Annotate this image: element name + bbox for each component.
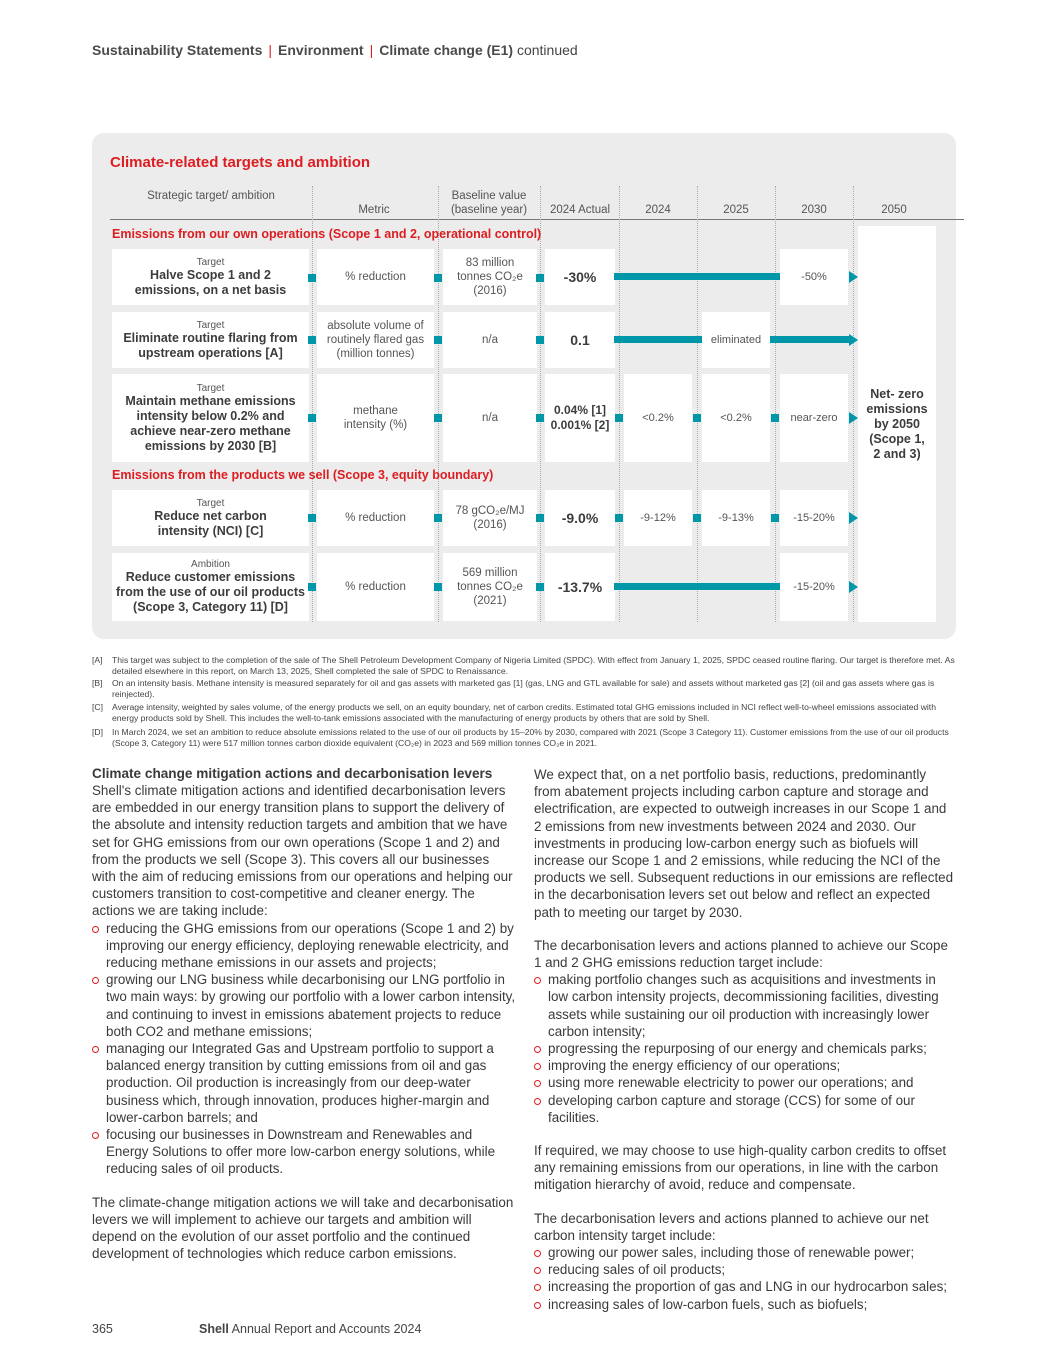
row4-actual-cell <box>545 490 615 546</box>
row4-2030-cell <box>780 490 848 546</box>
row5-progress-bar <box>614 583 780 590</box>
row1-baseline-cell <box>443 249 537 305</box>
netzero-cell <box>858 226 936 622</box>
row5-baseline-cell <box>443 553 537 621</box>
breadcrumb-separator: | <box>268 42 273 58</box>
list-item: managing our Integrated Gas and Upstream portfolio to support a balanced energy transition by cutting emissions from oil and gas production. Oil production is increasingly from our deep-water business which, through innovation, produces higher-margin and lower-carbon barrels; and <box>92 1040 516 1126</box>
row3-2025: <0.2% <box>720 412 752 424</box>
breadcrumb <box>92 42 578 58</box>
row2-actual-cell <box>545 312 615 368</box>
row2-target-cell <box>112 312 309 368</box>
breadcrumb-continued: continued <box>516 42 578 58</box>
row4-baseline-cell <box>443 490 537 546</box>
right-paragraph-4: The decarbonisation levers and actions planned to achieve our net carbon intensity target include: <box>534 1210 929 1243</box>
list-item: increasing sales of low-carbon fuels, such as biofuels; <box>534 1296 956 1313</box>
column-divider <box>619 186 620 622</box>
closing-paragraph: The climate-change mitigation actions we will take and decarbonisation levers we will implement to achieve our targets and ambition will depend on the evolution of our asset portfolio and the continued development of technologies which reduce carbon emissions. <box>92 1194 514 1262</box>
marker-square-icon <box>615 414 623 422</box>
row4-target: Reduce net carbon intensity (NCI) [C] <box>154 508 267 538</box>
marker-square-icon <box>434 274 442 282</box>
header-2030: 2030 <box>801 204 827 216</box>
marker-square-icon <box>536 583 544 591</box>
row1-actual-cell <box>545 249 615 305</box>
list-item: making portfolio changes such as acquisitions and investments in low carbon intensity projects, decommissioning facilities, divesting assets while sustaining our oil production with increasingly lower carbon intensity; <box>534 971 956 1040</box>
nci-levers-list <box>534 1244 956 1313</box>
row4-metric-cell <box>317 490 434 546</box>
netzero-text: Net- zero emissions by 2050 (Scope 1, 2 and 3) <box>866 386 928 461</box>
list-item: focusing our businesses in Downstream and Renewables and Energy Solutions to offer more low-carbon energy solutions, while reducing sales of oil products. <box>92 1126 516 1178</box>
marker-square-icon <box>771 514 779 522</box>
row4-2030: -15-20% <box>793 512 835 524</box>
row3-metric: methane intensity (%) <box>343 405 408 431</box>
marker-square-icon <box>308 414 316 422</box>
marker-square-icon <box>693 414 701 422</box>
row4-actual: -9.0% <box>561 510 599 526</box>
footnote-key: [D] <box>92 727 103 737</box>
row5-baseline: 569 million tonnes CO₂e (2021) <box>457 567 523 607</box>
row5-target-cell <box>112 553 309 621</box>
row3-actual-2: 0.001% [2] <box>550 418 610 432</box>
row3-2024-cell <box>624 374 692 462</box>
footer-report <box>199 1322 421 1336</box>
row2-metric: absolute volume of routinely flared gas (million tonnes) <box>326 320 425 360</box>
header-2024-actual: 2024 Actual <box>549 204 611 216</box>
list-item: increasing the proportion of gas and LNG in our hydrocarbon sales; <box>534 1278 956 1295</box>
right-paragraph-1: We expect that, on a net portfolio basis, reductions, predominantly from abatement projects including carbon capture and storage and electrification, are expected to outweigh increases in our Scope 1 and 2 emissions from new investments between 2024 and 2030. Our investments in producing low-carbon energy such as biofuels will increase our Scope 1 and 2 emissions, while reducing the NCI of the products we sell. Subsequent reductions in our emissions are reflected in the decarbonisation levers set out below and reflect an expected path to meeting our target by 2030. <box>534 767 954 920</box>
marker-square-icon <box>693 514 701 522</box>
marker-square-icon <box>771 414 779 422</box>
footer-brand: Shell <box>199 1322 229 1336</box>
header-2025: 2025 <box>723 204 749 216</box>
list-item: reducing the GHG emissions from our operations (Scope 1 and 2) by improving our energy efficiency, deploying renewable electricity, and reducing methane emissions in our assets and projects; <box>92 920 516 972</box>
row1-actual: -30% <box>563 269 597 285</box>
marker-square-icon <box>308 336 316 344</box>
row1-2030-cell <box>780 249 848 305</box>
row3-target: Maintain methane emissions intensity below 0.2% and achieve near-zero methane emissions by 2030 [B] <box>125 393 296 453</box>
row5-target: Reduce customer emissions from the use of our oil products (Scope 3, Category 11) [D] <box>116 570 305 614</box>
row1-arrow-icon <box>849 271 858 283</box>
row1-baseline: 83 million tonnes CO₂e (2016) <box>457 257 523 297</box>
footnote-text: This target was subject to the completion of the sale of The Shell Petroleum Development Company of Nigeria Limited (SPDC). With effect from January 1, 2025, SPDC ceased routine flaring. Our target is therefore met. As detailed elsewhere in this report, on March 13, 2025, Shell completed the sale of SPDC to Renaissance. <box>112 655 955 676</box>
row3-arrow-icon <box>849 412 858 424</box>
row3-actual: 0.04% [1] <box>553 403 607 417</box>
row3-2030: near-zero <box>790 412 838 424</box>
marker-square-icon <box>308 583 316 591</box>
row4-2024: -9-12% <box>640 512 676 524</box>
row3-2025-cell <box>702 374 770 462</box>
row3-2024: <0.2% <box>642 412 674 424</box>
header-2050: 2050 <box>881 204 907 216</box>
marker-square-icon <box>308 274 316 282</box>
row4-arrow-icon <box>849 512 858 524</box>
marker-square-icon <box>615 514 623 522</box>
footnote-c <box>92 702 956 723</box>
breadcrumb-environment[interactable]: Environment <box>278 42 364 58</box>
row2-arrow-icon <box>849 334 858 346</box>
list-item: progressing the repurposing of our energy and chemicals parks; <box>534 1040 956 1057</box>
row1-progress-bar <box>614 273 780 280</box>
intro-paragraph: Shell's climate mitigation actions and identified decarbonisation levers are embedded in our energy transition plans to support the delivery of the absolute and intensity reduction targets and ambition that we have set for GHG emissions from our own operations (Scope 1 and 2) and from the products we sell (Scope 3). This covers all our businesses with the aim of reducing emissions from our operations and helping our customers transition to cost-competitive and cleaner energy. The actions we are taking include: <box>92 783 513 919</box>
footnote-key: [B] <box>92 678 103 688</box>
panel-title: Climate-related targets and ambition <box>110 154 371 171</box>
marker-square-icon <box>434 583 442 591</box>
row2-actual: 0.1 <box>570 332 590 348</box>
list-item: growing our LNG business while decarbonising our LNG portfolio in two main ways: by growing our portfolio with a lower carbon intensity, and continuing to invest in emissions abatement projects to reduce both CO2 and methane emissions; <box>92 971 516 1040</box>
row4-metric: % reduction <box>345 512 406 524</box>
footnote-b <box>92 678 956 699</box>
row2-progress-bar <box>614 336 702 343</box>
row5-metric: % reduction <box>345 581 406 593</box>
column-divider <box>312 186 313 622</box>
row2-label: Target <box>196 319 225 331</box>
row1-target: Halve Scope 1 and 2 emissions, on a net basis <box>134 267 287 297</box>
header-target: Strategic target/ ambition <box>147 190 275 202</box>
breadcrumb-climate-change[interactable]: Climate change (E1) <box>379 42 514 58</box>
row4-baseline: 78 gCO₂e/MJ (2016) <box>455 505 525 531</box>
left-column <box>92 766 516 1278</box>
row2-baseline: n/a <box>482 334 498 346</box>
row5-2030-cell <box>780 553 848 621</box>
row2-2025-cell <box>702 312 770 368</box>
section-heading: Climate change mitigation actions and decarbonisation levers <box>92 766 493 781</box>
marker-square-icon <box>536 274 544 282</box>
footnote-d <box>92 727 956 748</box>
row1-target-cell <box>112 249 309 305</box>
header-metric: Metric <box>358 204 390 216</box>
header-baseline: Baseline value (baseline year) <box>450 190 528 216</box>
row5-label: Ambition <box>191 559 230 570</box>
list-item: developing carbon capture and storage (CCS) for some of our facilities. <box>534 1092 956 1126</box>
footnote-key: [C] <box>92 702 103 712</box>
marker-square-icon <box>536 514 544 522</box>
list-item: growing our power sales, including those of renewable power; <box>534 1244 956 1261</box>
marker-square-icon <box>536 414 544 422</box>
right-column <box>534 766 956 1313</box>
column-divider <box>775 186 776 622</box>
row3-baseline: n/a <box>482 412 498 424</box>
section-products-sold: Emissions from the products we sell (Scope 3, equity boundary) <box>112 468 494 482</box>
list-item: using more renewable electricity to power our operations; and <box>534 1074 956 1091</box>
row3-actual-cell <box>545 374 615 462</box>
marker-square-icon <box>434 336 442 344</box>
row5-2030: -15-20% <box>793 581 835 593</box>
column-divider <box>697 186 698 622</box>
footnote-text: In March 2024, we set an ambition to reduce absolute emissions related to the use of our oil products by 15–20% by 2030, compared with 2021 (Scope 3 Category 11). Customer emissions from the use of our oil products (Scope 3, Category 11) were 517 million tonnes carbon dioxide equivalent (CO₂e) in 2023 and 569 million tonnes CO₂e in 2021. <box>112 727 949 748</box>
header-2024: 2024 <box>645 204 671 216</box>
breadcrumb-separator: | <box>369 42 374 58</box>
footnote-a <box>92 655 956 676</box>
marker-square-icon <box>434 414 442 422</box>
marker-square-icon <box>536 336 544 344</box>
row1-metric: % reduction <box>345 271 406 283</box>
footnote-key: [A] <box>92 655 103 665</box>
row2-target: Eliminate routine flaring from upstream operations [A] <box>123 330 298 360</box>
row5-actual: -13.7% <box>557 579 603 595</box>
row1-metric-cell <box>317 249 434 305</box>
row1-2030: -50% <box>801 271 827 283</box>
footnote-text: On an intensity basis. Methane intensity is measured separately for oil and gas assets with marketed gas [1] (gas, LNG and GTL available for sale) and assets without marketed gas [2] (oil and gas assets where gas is reinjected). <box>112 678 935 699</box>
row4-target-cell <box>112 490 309 546</box>
row4-label: Target <box>196 497 225 509</box>
list-item: reducing sales of oil products; <box>534 1261 956 1278</box>
column-divider <box>853 186 854 622</box>
page-number: 365 <box>92 1322 113 1336</box>
row3-baseline-cell <box>443 374 537 462</box>
marker-square-icon <box>308 514 316 522</box>
row3-metric-cell <box>317 374 434 462</box>
actions-list <box>92 920 516 1178</box>
row2-baseline-cell <box>443 312 537 368</box>
list-item: improving the energy efficiency of our operations; <box>534 1057 956 1074</box>
row2-metric-cell <box>317 312 434 368</box>
footer-report-title: Annual Report and Accounts 2024 <box>231 1322 422 1336</box>
right-paragraph-3: If required, we may choose to use high-quality carbon credits to offset any remaining emissions from our operations, in line with the carbon mitigation hierarchy of avoid, reduce and compensate. <box>534 1143 947 1193</box>
row4-2025: -9-13% <box>718 512 754 524</box>
row3-target-cell <box>112 374 309 462</box>
marker-square-icon <box>434 514 442 522</box>
scope12-levers-list <box>534 971 956 1126</box>
row4-2024-cell <box>624 490 692 546</box>
row5-arrow-icon <box>849 581 858 593</box>
column-divider <box>438 186 439 622</box>
row4-2025-cell <box>702 490 770 546</box>
right-paragraph-2: The decarbonisation levers and actions planned to achieve our Scope 1 and 2 GHG emissions reduction target include: <box>534 937 948 971</box>
row5-actual-cell <box>545 553 615 621</box>
header-rule <box>110 219 964 220</box>
row3-label: Target <box>196 382 225 394</box>
row1-label: Target <box>196 256 225 268</box>
row2-2025: eliminated <box>710 334 762 346</box>
row5-metric-cell <box>317 553 434 621</box>
section-own-operations: Emissions from our own operations (Scope 1 and 2, operational control) <box>112 227 542 241</box>
breadcrumb-sustainability[interactable]: Sustainability Statements <box>92 42 263 58</box>
column-divider <box>540 186 541 622</box>
footnote-text: Average intensity, weighted by sales volume, of the energy products we sell, on an equity boundary, net of carbon credits. Estimated total GHG emissions included in NCI reflect well-to-wheel emissions associated with energy products sold by Shell. This includes the well-to-tank emissions associated with the manufacturing of energy products by others that are sold by Shell. <box>112 702 936 723</box>
row3-2030-cell <box>780 374 848 462</box>
row2-progress-bar-2 <box>770 336 850 343</box>
